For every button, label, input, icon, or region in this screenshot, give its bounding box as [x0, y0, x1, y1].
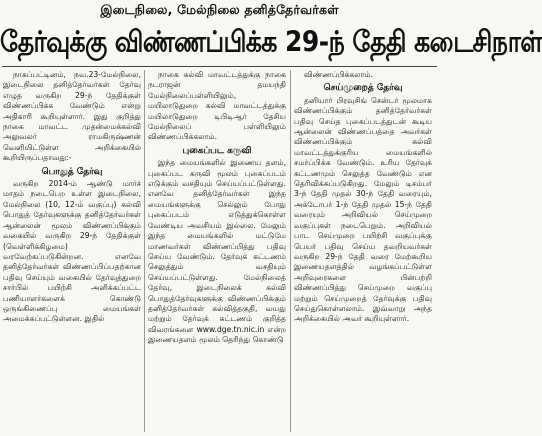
article-column-2 [148, 70, 286, 434]
article-column-1 [3, 70, 141, 434]
column-3-paragraph-1: விண்ணப்பிக்கலாம். [304, 70, 374, 79]
column-1-paragraph-2: வருகிற 2014-ம் ஆண்டு மார்ச் மாதம் நடைபெற உள்ள இடைநிலை, மேல்நிலை (10, 12-ம் வகுப்பு) கல்வி பொதுத் தேர்வுகளுக்கு தனித்தேர்வர்கள் ஆன்லைன் மூலம் விண்ணப்பிக்கும் வகையில் வருகிற 29-ந் தேதிக்குள் (வெள்ளிக்கிழமை) வரவேற்கப்படுகின்றன. எனவே தனித்தேர்வர்கள் விண்ணப்பிப்பதற்கான பதிவு செய்யும் வகையில் தேர்வுத்துறை சார்பில் பயிற்சி அளிக்கப்பட்ட பணியாளர்களைக் கொண்டு ஒருங்கிணைப்பு மையங்கள் அமைக்கப்பட்டுள்ளன. இதில் [3, 179, 141, 324]
column-3-subhead: செய்முறைத் தேர்வு [323, 83, 403, 94]
column-divider-1 [144, 70, 145, 432]
headline-divider [2, 66, 437, 67]
column-2-paragraph-1: நாகை கல்வி மாவட்டத்துக்கு நாகை நடராஜன் தமயந்தி மேல்நிலைப்பள்ளியிலும், மயிலாடுதுறை கல்வி மாவட்டத்துக்கு மயிலாடுதுறை டிபிடிஆர் தேசிய மேல்நிலைப் பள்ளியிலும் விண்ணப்பிக்கலாம். [148, 70, 286, 142]
article-column-3 [294, 70, 432, 434]
column-3-paragraph-2: தனியார் பிரவுசிங் சென்டர் மூலமாக விண்ணப்பிக்கும் தனித்தேர்வர்கள் பதிவு செய்த புகைப்படத்துடன் கூடிய ஆன்லைன் விண்ணப்பத்தை அவர்கள் விண்ணப்பிக்கும் கல்வி மாவட்டத்துக்குரிய மையங்களில் சமர்ப்பிக்க வேண்டும். உரிய தேர்வுக் கட்டணமும் செலுத்த வேண்டும் என தெரிவிக்கப்படுகிறது. மேலும் டிசம்பர் 3-ந் தேதி முதல் 30-ந் தேதி வரையும், அக்டோபர் 1-ந் தேதி முதல் 15-ந் தேதி வரையும் அறிவியல் செய்முறை வகுப்புகள் நடைபெறும். அறிவியல் பாட செய்முறை பயிற்சி வகுப்புக்கு பெயர் பதிவு செய்ய தவறியவர்கள் வருகிற 29-ந் தேதி வரை மேற்கூறிய இணையதளத்தில் வழங்கப்பட்டுள்ள அறிவுரைகளை பின்பற்றி விண்ணப்பித்து செய்முறை வகுப்பு மற்றும் செய்முறைத் தேர்வுக்கு பதிவு செய்துகொள்ளலாம். இவ்வாறு அந்த அறிக்கையில் அவர் கூறியுள்ளார். [294, 95, 432, 324]
article-headline: தேர்வுக்கு விண்ணப்பிக்க 29-ந் தேதி கடைசிநாள் [0, 25, 542, 59]
column-2-paragraph-2: இந்த மையங்களில் இணைய தளம், புகைப்பட கருவி மூலம் புகைப்படம் எடுக்கும் வசதியும் செய்யப்பட்டுள்ளது. எனவே தனித்தேர்வர்கள் இந்த மையங்களுக்கு செல்லும் போது புகைப்படம் எடுத்துக்கொள்ள வேண்டிய அவசியம் இல்லை. மேலும் இந்த மையங்களில் மட்டுமே மாணவர்கள் விண்ணப்பித்து பதிவு செய்ய வேண்டும். தேர்வுக் கட்டணம் செலுத்தும் வசதியும் செய்யப்பட்டுள்ளது. மேல்நிலைத் தேர்வு, இடைநிலைக் கல்வி பொதுத்தேர்வுகளுக்கு விண்ணப்பிக்கும் தனித்தேர்வர்கள் கல்வித்தகுதி, வயது மற்றும் தேர்வுக் கட்டணம் குறித்த விவரங்களை www.dge.tn.nic.in என்ற இணையதளம் மூலம் தெரிந்து கொண்டு [148, 158, 286, 345]
article-kicker: இடைநிலை, மேல்நிலை தனித்தேர்வர்கள் [100, 2, 339, 17]
column-1-paragraph-1: நாகப்பட்டினம், நவ.23-மேல்நிலை, இடைநிலை தனித்தேர்வர்கள் தேர்வு எழுத வருகிற 29-ந் தேதிக்குள் விண்ணப்பிக்க வேண்டும் என்று அதிகாரி கூறியுள்ளார். இது குறித்து நாகை மாவட்ட முதன்மைக்கல்வி அலுவலர் ராமகிருஷ்ணன் வெளியிட்டுள்ள அறிக்கையில் கூறியிருப்பதாவது:- [3, 70, 141, 163]
column-2-subhead: புகைப்பட கருவி [182, 145, 252, 156]
column-divider-2 [290, 70, 291, 432]
column-1-subhead: பொதுத் தேர்வு [41, 166, 103, 177]
